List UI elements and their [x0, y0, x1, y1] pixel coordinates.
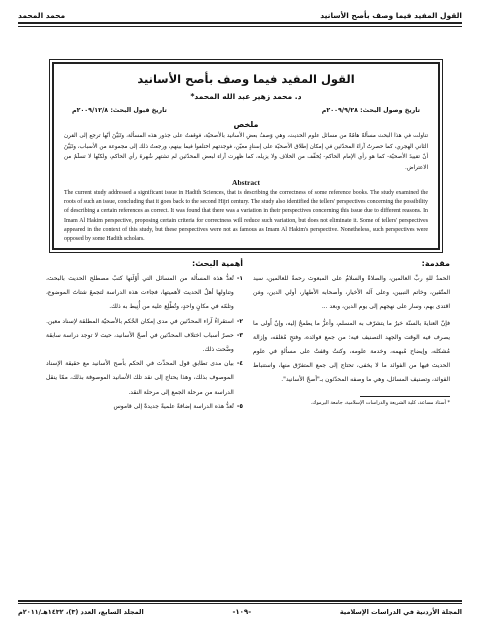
item-number: ٣-: [236, 331, 243, 339]
importance-item: [46, 400, 243, 414]
footnote: * أستاذ مساعد، كلية الشريعة والدراسات الإسلامية، جامعة اليرموك.: [310, 399, 450, 406]
importance-heading: أهمية البحث:: [192, 259, 243, 268]
article-author: د. محمد زهير عبد الله المحمد*: [190, 92, 302, 101]
english-abstract-text: The current study addressed a significant issue in Hadith Sciences, that is describing the correctness of some reference books. The study examined the roots of such an issue, concluding that it goes back to the second Hijri century. The study also identified the tellers' perspectives concerning the possibility of describing a certain references as correct. It was found that there was a variation in their perspectives concerning this issue due to different reasons. In Imam Al Hakim perspective, proposing certain criteria for correctness will reduce such variation, but does not eliminate it. Some of tellers' perspectives appeared in the context of this study, but these perspectives were not as famous as Imam Al Hakim's perspective. Nonetheless, such perspectives were opposed by some Hadith scholars.: [64, 190, 428, 243]
article-dates: [64, 107, 428, 114]
received-date: تاريخ وصول البحث: ٢٠٠٩/٩/٢٨م: [321, 107, 420, 114]
page-footer: [18, 600, 462, 618]
intro-column: [253, 258, 450, 578]
arabic-abstract-text: تناولت في هذا البحث مسألةً هامّةً من مسائل علوم الحديث، وهي وَصفُ بعضِ الأسانيد بالأصحيّة، فوقفتُ على جذور هذه المسألة، وتَبَيَّنَ أنّها ترجع إلى القرن الثاني الهجري، كما حصرتُ آراءَ المحدّثين في إمكان إطلاق الأصحيّة على إسنادٍ معيّن، فوجدتهم اختلفوا فيما بينهم، ورجعتُ ذلك إلى مجموعة من الأسباب، وتَبَيَّنَ أنّ تقييدَ الأصحيّة- كما هو رأي الإمام الحاكم- يُخفِّف من الخلاف ولا يزيله، كما ظهرت آراء لبعض المحدّثين لم تشتهر شُهرةَ رأي الحاكم، ولكنّها لا تسلَمُ من الاعتراض.: [64, 133, 428, 171]
accepted-date: تاريخ قبول البحث: ٢٠٠٩/١٢/٨م: [72, 107, 167, 114]
item-number: ٥-: [236, 402, 243, 410]
item-text: بيان مدى تطابق قول المحدِّث في الحكم بأصح الأسانيد مع حقيقة الإسناد الموصوف بذلك، وهذا يحتاج إلى نقد تلك الأسانيد الموصوفة بذلك، ممّا ينقل الدراسة من مرحلة الجمع إلى مرحلة النقد.: [46, 360, 234, 396]
intro-paragraph: فإنّ العنايةَ بالسنّة خيرُ ما يتشرّف به المسلم، وأعزُّ ما يطمحُ إليه، وإنّ أَولى ما يصرف فيه الوقت والجهد التصنيف فيه: من جمع فوائده، وفتحِ مُغلقه، وإزالة مُشكله، وإيضاح مُبهمه، وخدمة علومه، وكنتُ وقفتُ على مسألةٍ في علوم الحديث فيها من الفوائد ما لا يخفى، تحتاج إلى جمع المتفرّق منها، واستنباط الفوائد، وتصنيف المسائل، وهي ما وصفه المحدّثون بـ"أصحّ الأسانيد".: [253, 319, 450, 384]
item-number: ١-: [236, 275, 243, 282]
importance-item: [46, 357, 243, 400]
title-abstract-frame: [52, 62, 440, 250]
running-header: [18, 8, 462, 24]
body-columns: [46, 258, 450, 578]
item-text: حصرُ أسباب اختلاف المحدّثين في أصحّ الأسانيد، حيث لا توجد دراسة سابقة وضَّحت ذلك.: [46, 331, 234, 354]
intro-paragraph: الحمدُ للهِ ربِّ العالمين، والصلاةُ والسلامُ على المبعوث رحمةً للعالمين، سيد المتّقين، وخاتم النبيين، وعلى آله الأخيار، وأصحابه الأطهار، أولي الدين، ومَن اقتدى بهم، وسار على نهجهم إلى يوم الدين، وبعد ...: [253, 275, 450, 311]
item-number: ٤-: [236, 360, 243, 368]
intro-heading: مقدمة:: [421, 259, 450, 268]
item-text: تُعدُّ هذه الدراسة إضافةً علميةً جديدةً إلى قاموس: [113, 402, 234, 410]
article-title: القول المفيد فيما وصف بأصح الأسانيد: [137, 72, 355, 86]
journal-name: المجلة الأردنية في الدراسات الإسلامية: [339, 608, 462, 616]
importance-item: [46, 315, 243, 329]
running-author: محمد المحمد: [18, 10, 66, 20]
importance-item: [46, 329, 243, 357]
page-number: -١٠٩-: [232, 608, 252, 616]
running-title: القول المفيد فيما وصف بأصح الأسانيد: [320, 10, 462, 20]
footnote-divider: [360, 396, 450, 397]
item-number: ٢-: [236, 317, 243, 325]
item-text: استقراءُ آراء المحدّثين في مدى إمكان الحُكم بالأصحيّة المطلقة لإسناد معين.: [46, 317, 234, 325]
arabic-abstract-heading: ملخص: [233, 120, 259, 129]
issue-info: المجلد السابع، العدد (٣)، ١٤٣٢هـ/٢٠١١م: [18, 608, 144, 616]
importance-item: [46, 272, 243, 315]
importance-column: [46, 258, 243, 578]
english-abstract-heading: Abstract: [232, 178, 260, 187]
item-text: تُعدُّ هذه المسألة من المسائل التي أَوْلَتها كتبُ مصطلح الحديث بالبحث، وتناولها أهلُ الحديث لأهميتها، فجاءت هذه الدراسة لتجمعَ شتاتَ الموضوع، وتلمّه في مكانٍ واحدٍ، وتُطْلِع عليه من أُنِيط به ذلك.: [46, 275, 234, 311]
